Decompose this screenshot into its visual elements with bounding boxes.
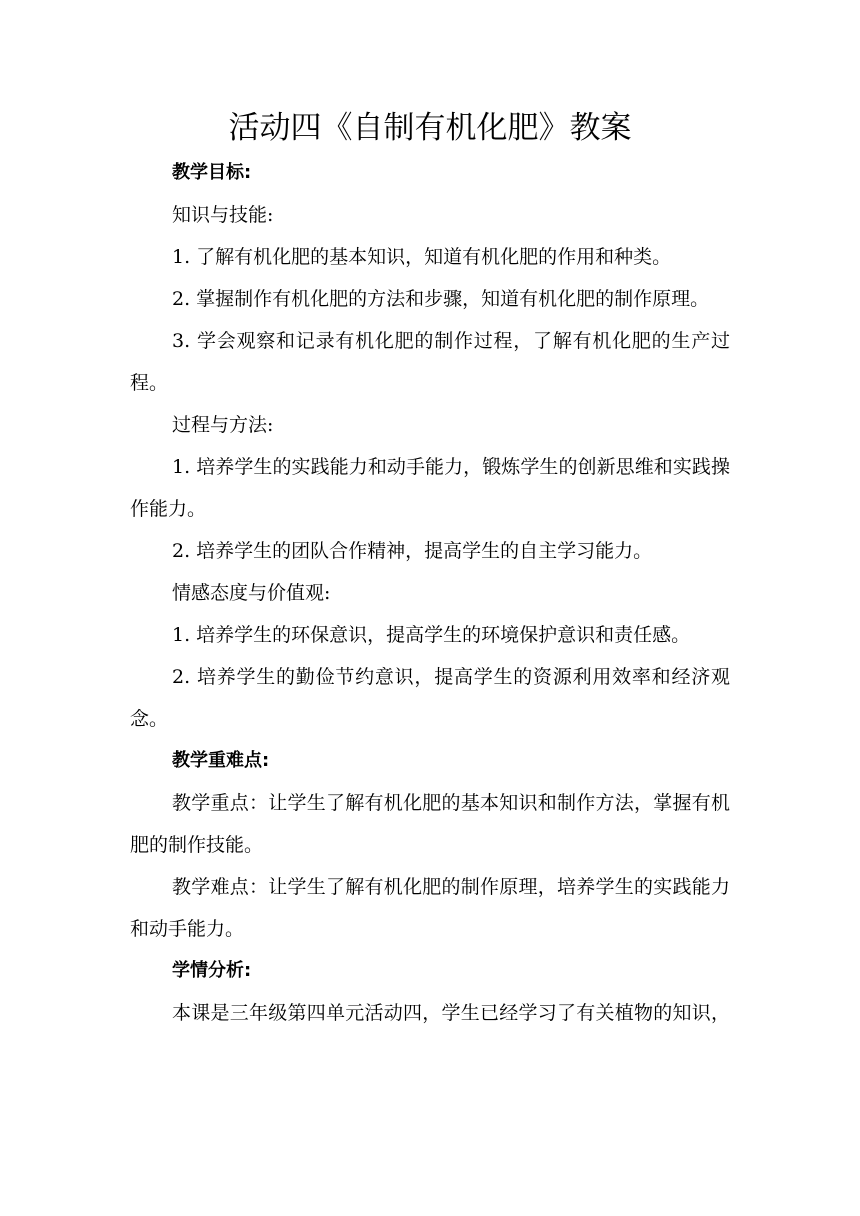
knowledge-item-1: 1. 了解有机化肥的基本知识，知道有机化肥的作用和种类。 [172,246,672,268]
heading-objectives: 教学目标: [172,162,252,183]
heading-analysis: 学情分析: [172,960,252,981]
label-knowledge: 知识与技能: [172,204,274,226]
key-point-difficulty: 教学难点：让学生了解有机化肥的制作原理，培养学生的实践能力和动手能力。 [130,876,730,940]
knowledge-item-2: 2. 掌握制作有机化肥的方法和步骤，知道有机化肥的制作原理。 [172,288,710,310]
knowledge-item-3: 3. 学会观察和记录有机化肥的制作过程，了解有机化肥的生产过程。 [130,330,730,394]
analysis-text: 本课是三年级第四单元活动四，学生已经学习了有关植物的知识， [172,1002,730,1024]
label-emotion: 情感态度与价值观: [172,582,331,604]
heading-key-points: 教学重难点: [172,750,270,771]
document-body [130,152,730,1034]
label-process: 过程与方法: [172,414,274,436]
process-item-2: 2. 培养学生的团队合作精神，提高学生的自主学习能力。 [172,540,653,562]
key-point-focus: 教学重点：让学生了解有机化肥的基本知识和制作方法，掌握有机肥的制作技能。 [130,792,730,856]
emotion-item-2: 2. 培养学生的勤俭节约意识，提高学生的资源利用效率和经济观念。 [130,666,730,730]
emotion-item-1: 1. 培养学生的环保意识，提高学生的环境保护意识和责任感。 [172,624,691,646]
process-item-1: 1. 培养学生的实践能力和动手能力，锻炼学生的创新思维和实践操作能力。 [130,456,730,520]
document-title: 活动四《自制有机化肥》教案 [228,110,632,146]
